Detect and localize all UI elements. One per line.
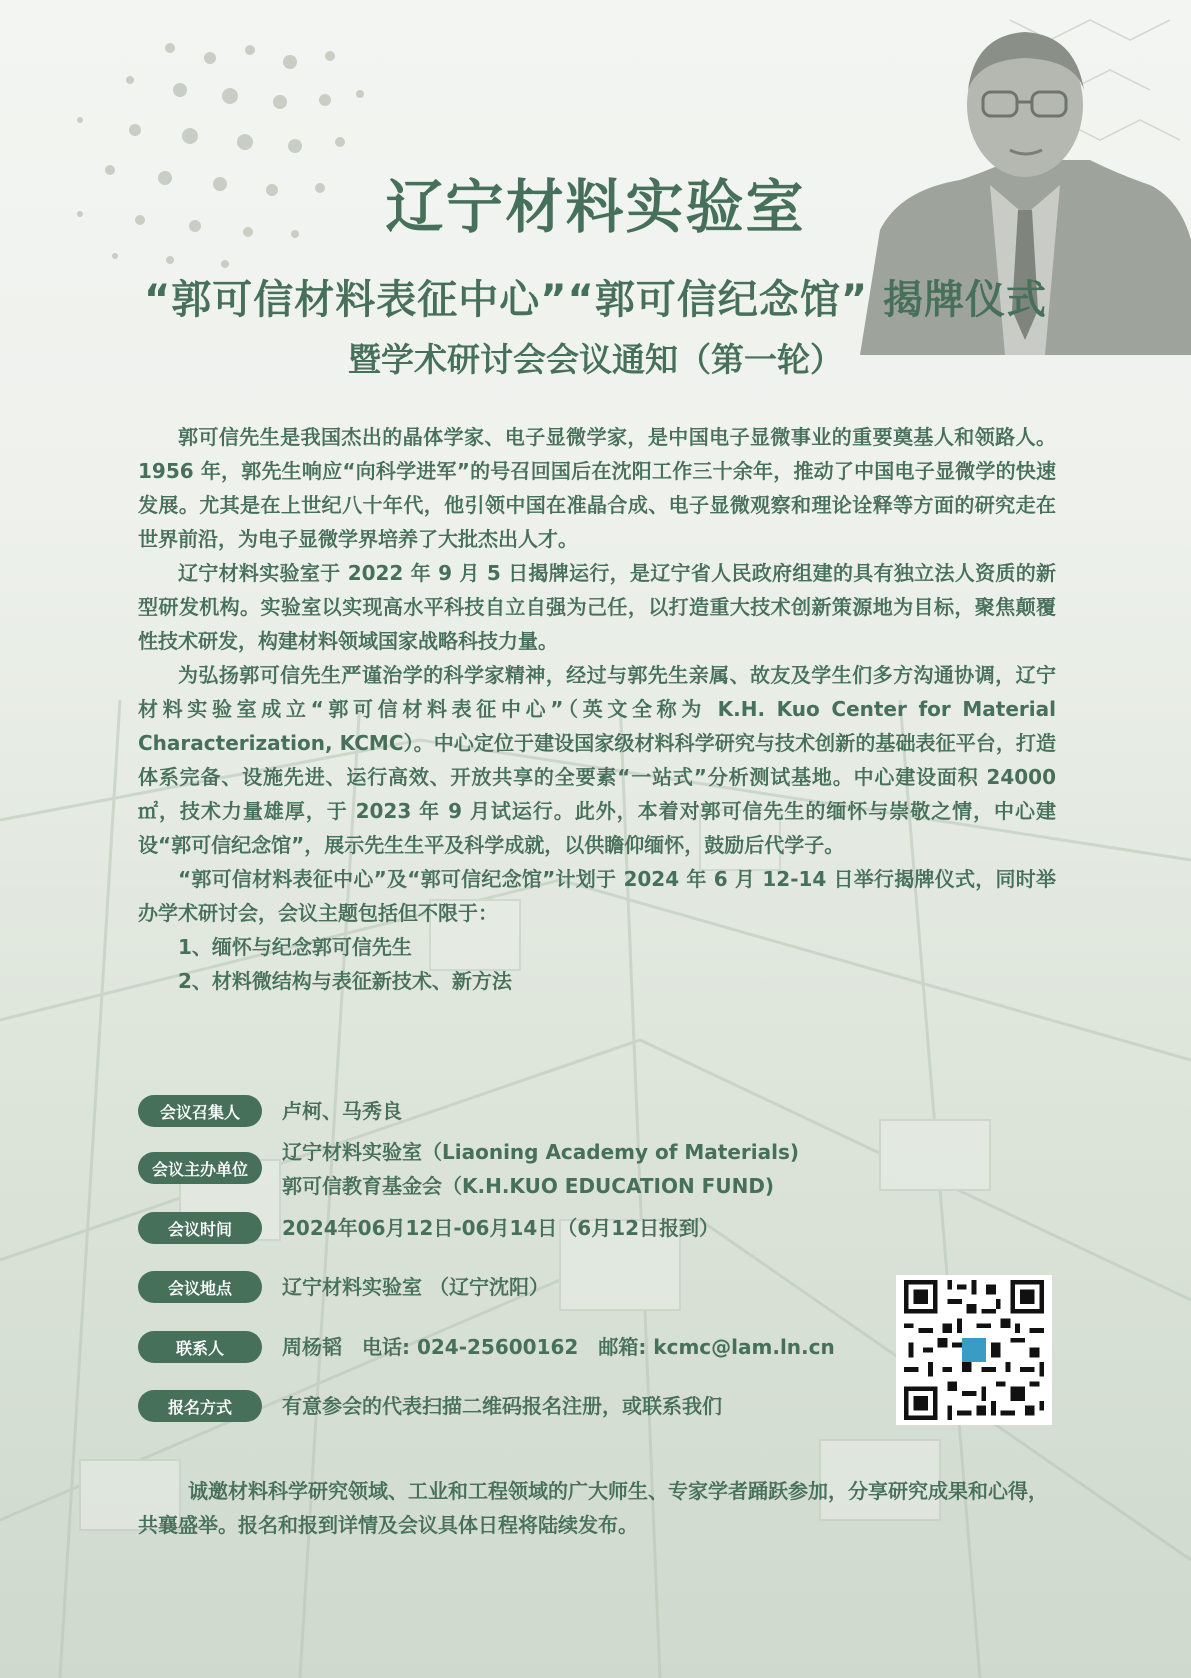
topic-item: 1、缅怀与纪念郭可信先生 bbox=[178, 935, 412, 959]
host-value bbox=[282, 1135, 799, 1203]
paragraph-ceremony: “郭可信材料表征中心”及“郭可信纪念馆”计划于 2024 年 6 月 12-14 日举行揭牌仪式，同时举办学术研讨会，会议主题包括但不限于： bbox=[138, 867, 1056, 925]
convener-label-badge: 会议召集人 bbox=[138, 1095, 262, 1127]
paragraph-center: 为弘扬郭可信先生严谨治学的科学家精神，经过与郭先生亲属、故友及学生们多方沟通协调，辽宁材料实验室成立“郭可信材料表征中心”（英文全称为 K.H. Kuo Center for Material Characterization, KCMC）。中心定位于建设国家级材料科学研究与技术创新的基础表征平台，打造体系完备、设施先进、运行高效、开放共享的全要素“一站式”分析测试基地。中心建设面积 24000 ㎡，技术力量雄厚，于 2023 年 9 月试运行。此外，本着对郭可信先生的缅怀与崇敬之情，中心建设“郭可信纪念馆”，展示先生生平及科学成就，以供瞻仰缅怀，鼓励后代学子。 bbox=[138, 663, 1056, 857]
contact-label-badge: 联系人 bbox=[138, 1331, 262, 1363]
closing-invitation bbox=[138, 1474, 1056, 1542]
page-title: 辽宁材料实验室 bbox=[385, 173, 806, 241]
place-value: 辽宁材料实验室 （辽宁沈阳） bbox=[282, 1275, 549, 1299]
convener-value: 卢柯、马秀良 bbox=[282, 1099, 402, 1123]
notice-subtitle: 暨学术研讨会会议通知（第一轮） bbox=[348, 340, 843, 379]
info-row-contact bbox=[138, 1331, 835, 1364]
time-value: 2024年06月12日-06月14日（6月12日报到） bbox=[282, 1216, 720, 1240]
host-organization: 辽宁材料实验室（Liaoning Academy of Materials) bbox=[282, 1140, 800, 1164]
ceremony-subtitle: “郭可信材料表征中心”“郭可信纪念馆” 揭牌仪式 bbox=[143, 277, 1048, 323]
info-row-host bbox=[138, 1140, 800, 1203]
notice-body bbox=[138, 420, 1056, 998]
info-row-registration bbox=[138, 1390, 722, 1423]
place-label-badge: 会议地点 bbox=[138, 1271, 262, 1303]
paragraph-intro-kuo: 郭可信先生是我国杰出的晶体学家、电子显微学家，是中国电子显微事业的重要奠基人和领路人。1956 年，郭先生响应“向科学进军”的号召回国后在沈阳工作三十余年，推动了中国电子显微学的快速发展。尤其是在上世纪八十年代，他引领中国在准晶合成、电子显微观察和理论诠释等方面的研究走在世界前沿，为电子显微学界培养了大批杰出人才。 bbox=[138, 425, 1056, 551]
closing-text: 诚邀材料科学研究领域、工业和工程领域的广大师生、专家学者踊跃参加，分享研究成果和心得，共襄盛举。报名和报到详情及会议具体日程将陆续发布。 bbox=[138, 1479, 1048, 1537]
info-row-convener bbox=[138, 1095, 402, 1128]
info-row-place bbox=[138, 1271, 549, 1304]
info-row-time bbox=[138, 1212, 719, 1245]
host-label-badge: 会议主办单位 bbox=[138, 1152, 262, 1184]
contact-value: 周杨韬 电话: 024-25600162 邮箱: kcmc@lam.ln.cn bbox=[282, 1335, 835, 1359]
topic-item: 2、材料微结构与表征新技术、新方法 bbox=[178, 969, 512, 993]
time-label-badge: 会议时间 bbox=[138, 1212, 262, 1244]
registration-qr-code[interactable] bbox=[896, 1275, 1052, 1425]
paragraph-laboratory: 辽宁材料实验室于 2022 年 9 月 5 日揭牌运行，是辽宁省人民政府组建的具有独立法人资质的新型研发机构。实验室以实现高水平科技自立自强为己任，以打造重大技术创新策源地为目标，聚焦颠覆性技术研发，构建材料领域国家战略科技力量。 bbox=[138, 561, 1056, 653]
registration-label-badge: 报名方式 bbox=[138, 1390, 262, 1422]
registration-value: 有意参会的代表扫描二维码报名注册，或联系我们 bbox=[282, 1394, 722, 1418]
host-organization: 郭可信教育基金会（K.H.KUO EDUCATION FUND) bbox=[282, 1174, 775, 1198]
